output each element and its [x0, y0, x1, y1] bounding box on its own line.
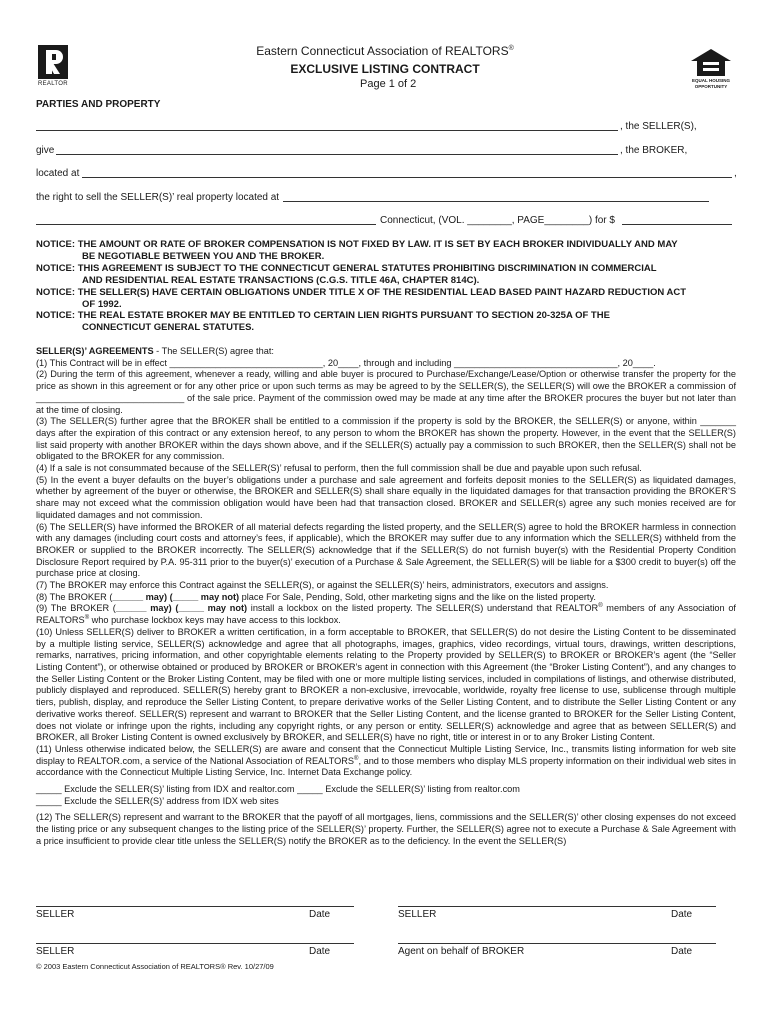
section-title-parties: PARTIES AND PROPERTY	[36, 99, 161, 110]
agreements-block	[36, 346, 736, 848]
registered-mark: ®	[508, 45, 514, 52]
located-label: located at	[36, 168, 80, 179]
notice-1-cont: BE NEGOTIABLE BETWEEN YOU AND THE BROKER.	[82, 250, 325, 262]
footer-copyright: © 2003 Eastern Connecticut Association of REALTORS® Rev. 10/27/09	[36, 962, 274, 971]
notice-2: NOTICE: THIS AGREEMENT IS SUBJECT TO THE CONNECTICUT GENERAL STATUTES PROHIBITING DISCRIMINATION IN COMMERCIAL	[36, 262, 657, 274]
agent-label: Agent on behalf of BROKER	[398, 946, 525, 957]
notice-3: NOTICE: THE SELLER(S) HAVE CERTAIN OBLIGATIONS UNDER TITLE X OF THE RESIDENTIAL LEAD BASED PAINT HAZARD REDUCTION ACT	[36, 286, 687, 298]
property-address-field[interactable]	[283, 201, 709, 202]
notice-2-cont: AND RESIDENTIAL REAL ESTATE TRANSACTIONS (C.G.S. TITLE 46A, CHAPTER 814C).	[82, 274, 480, 286]
notice-1: NOTICE: THE AMOUNT OR RATE OF BROKER COMPENSATION IS NOT FIXED BY LAW. IT IS SET BY EACH BROKER INDIVIDUALLY AND MAY	[36, 239, 678, 250]
page-label: Page 1 of 2	[360, 78, 417, 90]
realtor-logo-caption: REALTOR	[38, 81, 68, 87]
agent-signature-line[interactable]	[398, 943, 716, 944]
give-label: give	[36, 145, 55, 156]
seller-suffix: , the SELLER(S),	[620, 121, 697, 132]
right-to-sell-label: the right to sell the SELLER(S)’ real property located at	[36, 192, 280, 203]
agreement-12: (12) The SELLER(S) represent and warrant to the BROKER that the payoff of all mortgages, liens, commissions and the SELLER(S)’ other closing expenses do not exceed the listing price or any subsequent changes to the listing price of the SELLER(S)’ property. Further, the SELLER(S) agree not to execute a Purchase & Sale Agreement with a price insufficient to provide clear title unless the SELLER(S) notify the BROKER as to the deficiency. In the event the SELLER(S)	[36, 812, 736, 846]
date-4-label: Date	[671, 946, 693, 957]
idx-option-2[interactable]: _____ Exclude the SELLER(S)’ address from IDX web sites	[36, 795, 279, 806]
date-3-label: Date	[309, 946, 331, 957]
seller-3-signature-line[interactable]	[36, 943, 354, 944]
contract-title: EXCLUSIVE LISTING CONTRACT	[290, 62, 480, 76]
town-field[interactable]	[36, 224, 376, 225]
agreement-2: (2) During the term of this agreement, whenever a ready, willing and able buyer is procured to Purchase/Exchange/Lease/Option or otherwise transfer the property for the price as shown in this agreement or for any other price or upon such terms as may be agreed to by the SELLER(S), the SELLER(S) will owe the BROKER a commission of _____________________________ of the sale price. Payment of the commission owed may be made at any time after the BROKER procures the buyer but not later than at the time of closing.	[36, 369, 736, 415]
agreement-7: (7) The BROKER may enforce this Contract against the SELLER(S), or against the SELLER(S)’ heirs, administrators, executors and assigns.	[36, 580, 609, 591]
seller-2-label: SELLER	[398, 909, 437, 920]
eho-caption-line2: OPPORTUNITY	[694, 84, 728, 89]
seller-1-label: SELLER	[36, 909, 75, 920]
agreement-3: (3) The SELLER(S) further agree that the BROKER shall be entitled to a commission if the property is sold by the BROKER, the SELLER(S) or anyone, within _______ days after the expiration of this contract or any extension hereof, to any person to whom the BROKER has shown the property. However, in the event that the SELLER(S) list said property with another BROKER within the days shown above, and if the SELLER(S) actually pay a commission to such BROKER, then the SELLER(S) shall not be obligated to the BROKER for any commission.	[36, 416, 736, 462]
notice-3-cont: OF 1992.	[82, 298, 122, 310]
agreement-6: (6) The SELLER(S) have informed the BROKER of all material defects regarding the listed property, and the SELLER(S) agree to hold the BROKER harmless in connection with any damages (including court costs and attorney’s fees, if applicable), which the BROKER may suffer due to any information which the SELLER(S) withheld from the BROKER or supplied to the BROKER incorrectly. The SELLER(S) acknowledge that if the SELLER(S) do not furnish buyer(s) with the Residential Property Condition Disclosure Report required by P.A. 95-311 prior to the buyer(s)’ execution of a Purchase & Sale Agreement, the SELLER(S) will be liable for a $300 credit to buyer(s) off the purchase price at closing.	[36, 521, 736, 579]
agreement-5: (5) In the event a buyer defaults on the buyer’s obligations under a purchase and sale agreement and forfeits deposit monies to the SELLER(S) as liquidated damages, whether by agreement of the buyer or otherwise, the BROKER and SELLER(S) shall share equally in the liquidated damages for that transaction providing the BROKER’S share may not exceed what the commission obligation would have been had that transaction closed. BROKER and SELLER(s) agree any such monies received are for liquidated damages and not commission.	[36, 474, 736, 520]
notice-4-cont: CONNECTICUT GENERAL STATUTES.	[82, 322, 255, 334]
agreement-10: (10) Unless SELLER(S) deliver to BROKER a written certification, in a form acceptable to BROKER, that SELLER(S) do not desire the Listing Content to be disseminated by a multiple listing service, SELLER(S) acknowledge and agree that all photographs, images, graphics, video recordings, virtual tours, drawings, written descriptions, remarks, narratives, pricing information, and other copyrightable elements relating to the Property provided by SELLER(S) to BROKER or BROKER’s agent (the “Seller Listing Content”), or otherwise obtained or produced by BROKER or BROKER’s agent in connection with this Agreement (the “Broker Listing Content”), and any changes to the Seller Listing Content or the Broker Listing Content, may be filed with one or more multiple listing services, included in compilations of listings, and otherwise distributed, publicly displayed and reproduced. SELLER(S) hereby grant to BROKER a non-exclusive, irrevocable, worldwide, royalty free license to use, sublicense through multiple tiers, publish, display, and reproduce the Seller Listing Content, to prepare derivative works of the Seller Listing Content, and to distribute the Seller Listing Content or any derivative works thereof. SELLER(S) represent and warrant to BROKER that the Seller Listing Content, and the license granted to BROKER for the Seller Listing Content, does not violate or infringe upon the rights, including any copyright rights, or any person or entity. SELLER(S) acknowledge and agree that as between SELLER(S) and BROKER, all Broker Listing Content is owned exclusively by BROKER, and SELLER(S) have no right, title or interest in or to any Broker Listing Content.	[36, 626, 736, 743]
seller-3-label: SELLER	[36, 946, 75, 957]
date-2-label: Date	[671, 909, 693, 920]
location-field[interactable]	[82, 177, 732, 178]
date-1-label: Date	[309, 909, 331, 920]
seller-name-field[interactable]	[36, 130, 618, 131]
connecticut-label: Connecticut, (VOL. ________, PAGE________) for $	[380, 215, 615, 226]
price-field[interactable]	[622, 224, 732, 225]
agreement-9: (9) The BROKER (______ may) (_____ may not) install a lockbox on the listed property. The SELLER(S) understand that REALTOR® members of any Association of REALTORS® who purchase lockbox keys may have access to this lockbox.	[36, 603, 736, 626]
eho-caption-line1: EQUAL HOUSING	[692, 78, 730, 83]
seller-2-signature-line[interactable]	[398, 906, 716, 907]
located-suffix: ,	[734, 168, 737, 179]
agreement-4: (4) If a sale is not consummated because of the SELLER(S)’ refusal to perform, then the full commission shall be due and payable upon such refusal.	[36, 463, 642, 474]
broker-name-field[interactable]	[56, 154, 618, 155]
notice-4: NOTICE: THE REAL ESTATE BROKER MAY BE ENTITLED TO CERTAIN LIEN RIGHTS PURSUANT TO SECTION 20-325A OF THE	[36, 310, 610, 322]
agreement-8: (8) The BROKER (______ may) (_____ may not) place For Sale, Pending, Sold, other marketing signs and the like on the listed property.	[36, 591, 596, 602]
idx-option-1[interactable]: _____ Exclude the SELLER(S)’ listing from IDX and realtor.com _____ Exclude the SELLER(S)’ listing from realtor.com	[36, 784, 520, 795]
agreement-1: (1) This Contract will be in effect ______________________________, 20____, through and including ________________________________, 20____.	[36, 357, 656, 368]
seller-1-signature-line[interactable]	[36, 906, 354, 907]
agreements-heading: SELLER(S)’ AGREEMENTS - The SELLER(S) agree that:	[36, 346, 274, 356]
agreement-11: (11) Unless otherwise indicated below, the SELLER(S) are aware and consent that the Connecticut Multiple Listing Service, Inc., transmits listing information for web site display to REALTOR.com, a service of the National Association of REALTORS®, and to those members who display MLS property information on their individual web sites in accordance with the Connecticut Multiple Listing Service, Inc. Internet Data Exchange policy.	[36, 743, 736, 778]
organization-name: Eastern Connecticut Association of REALTORS®	[256, 44, 514, 58]
notices-block	[36, 239, 736, 334]
broker-suffix: , the BROKER,	[620, 145, 688, 156]
